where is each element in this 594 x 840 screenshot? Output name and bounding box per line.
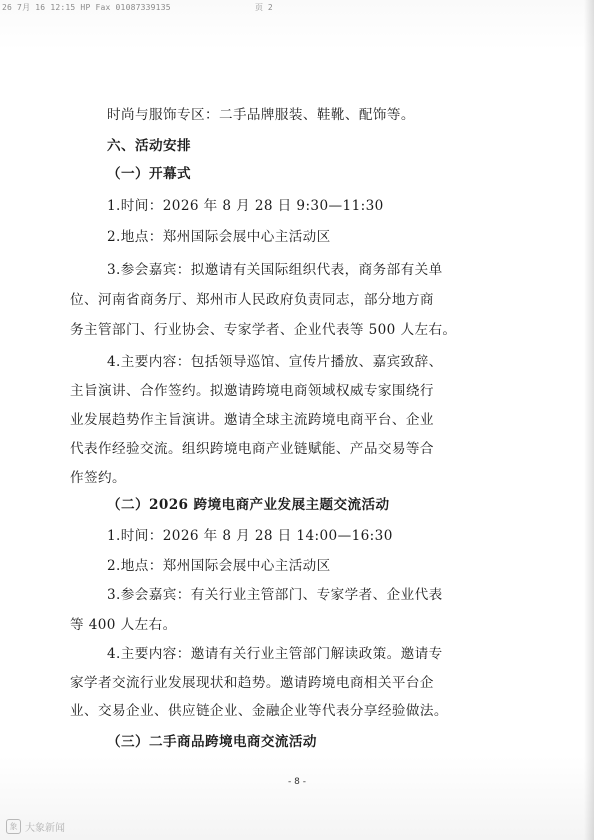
text-line: 作签约。 (70, 470, 126, 486)
elephant-logo-icon: 象 (6, 819, 21, 834)
section-heading: 六、活动安排 (107, 138, 191, 154)
subsection-heading: （二）2026 跨境电商产业发展主题交流活动 (107, 497, 390, 513)
text-line: 等 400 人左右。 (70, 617, 177, 633)
text-line: 1.时间：2026 年 8 月 28 日 9:30—11:30 (107, 198, 384, 214)
fax-page-indicator: 页 2 (255, 3, 273, 12)
text-line: 2.地点：郑州国际会展中心主活动区 (107, 229, 331, 245)
text-line: 业、交易企业、供应链企业、金融企业等代表分享经验做法。 (70, 703, 448, 719)
text-line: 3.参会嘉宾：有关行业主管部门、专家学者、企业代表 (107, 587, 443, 603)
text-line: 位、河南省商务厅、郑州市人民政府负责同志，部分地方商 (70, 292, 434, 308)
text-line: 3.参会嘉宾：拟邀请有关国际组织代表，商务部有关单 (107, 262, 443, 278)
text-line: 时尚与服饰专区：二手品牌服装、鞋靴、配饰等。 (107, 107, 415, 123)
subsection-heading: （一）开幕式 (107, 166, 191, 182)
text-line: 家学者交流行业发展现状和趋势。邀请跨境电商相关平台企 (70, 675, 434, 691)
text-line: 主旨演讲、合作签约。拟邀请跨境电商领域权威专家围绕行 (70, 383, 434, 399)
text-line: 4.主要内容：包括领导巡馆、宣传片播放、嘉宾致辞、 (107, 354, 443, 370)
subsection-heading: （三）二手商品跨境电商交流活动 (107, 734, 317, 750)
text-line: 1.时间：2026 年 8 月 28 日 14:00—16:30 (107, 528, 393, 544)
watermark (6, 818, 65, 834)
text-line: 代表作经验交流。组织跨境电商产业链赋能、产品交易等合 (70, 441, 434, 457)
watermark-text: 大象新闻 (25, 822, 65, 834)
text-line: 业发展趋势作主旨演讲。邀请全球主流跨境电商平台、企业 (70, 412, 434, 428)
text-line: 务主管部门、行业协会、专家学者、企业代表等 500 人左右。 (70, 322, 457, 338)
text-line: 4.主要内容：邀请有关行业主管部门解读政策。邀请专 (107, 646, 443, 662)
fax-header: 26 7月 16 12:15 HP Fax 01087339135 (2, 3, 171, 12)
page-number: - 8 - (288, 777, 306, 787)
text-line: 2.地点：郑州国际会展中心主活动区 (107, 558, 331, 574)
